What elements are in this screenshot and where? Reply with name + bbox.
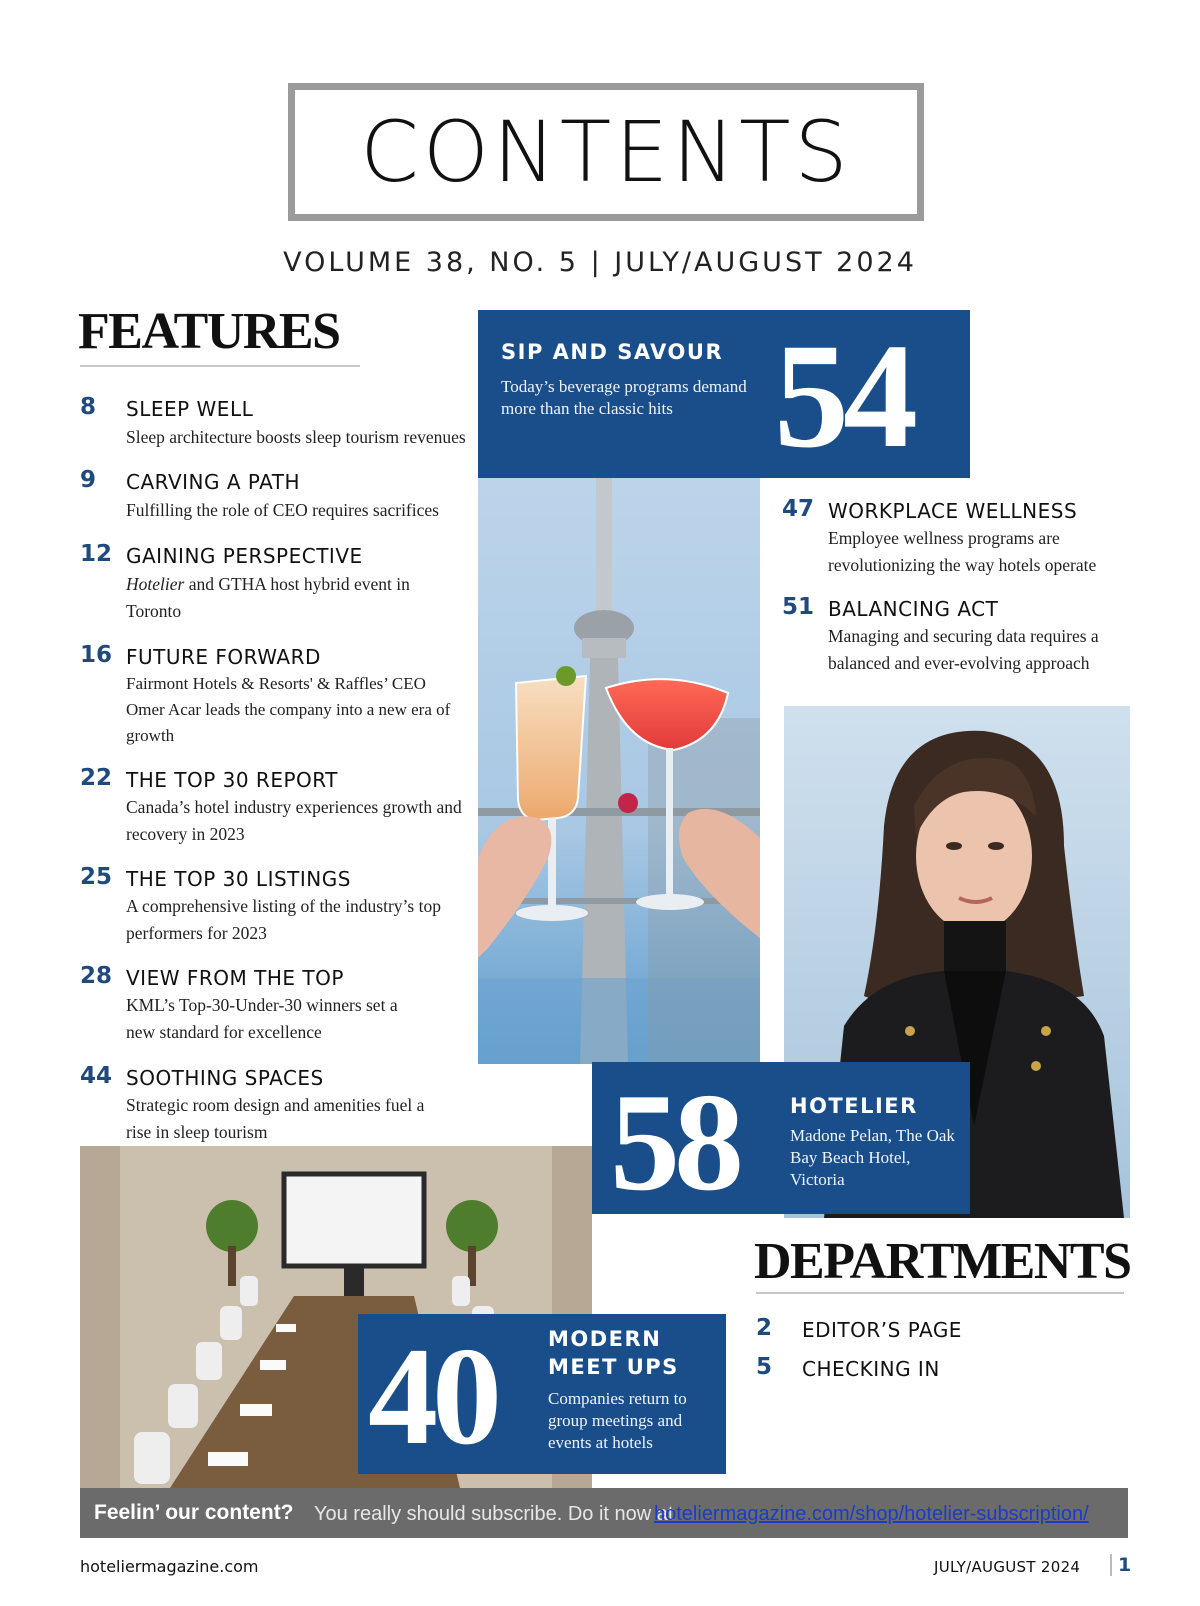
subscribe-text: You really should subscribe. Do it now at	[314, 1503, 674, 1525]
meetups-title-line1: MODERN	[548, 1327, 662, 1351]
toc-page-number: 25	[80, 864, 113, 890]
footer-site: hoteliermagazine.com	[80, 1557, 259, 1576]
toc-title: THE TOP 30 LISTINGS	[126, 867, 351, 891]
page-title: CONTENTS	[360, 103, 852, 201]
toc-title: FUTURE FORWARD	[126, 645, 321, 669]
toc-description: Canada’s hotel industry experiences growth and recovery in 2023	[126, 797, 462, 844]
toc-description: Fulfilling the role of CEO requires sacrifices	[126, 500, 439, 520]
meetups-desc: Companies return to group meetings and events at hotels	[548, 1389, 687, 1452]
sip-and-savour-desc: Today’s beverage programs demand more than the classic hits	[501, 377, 747, 418]
department-title: CHECKING IN	[802, 1357, 940, 1381]
cocktail-photo	[478, 478, 760, 1064]
toc-description: A comprehensive listing of the industry’s top performers for 2023	[126, 896, 441, 943]
toc-description: Employee wellness programs are revolutionizing the way hotels operate	[828, 528, 1097, 575]
features-rule	[80, 365, 360, 367]
toc-title: SOOTHING SPACES	[126, 1066, 324, 1090]
sip-and-savour-title: SIP AND SAVOUR	[501, 340, 724, 364]
department-title: EDITOR’S PAGE	[802, 1318, 962, 1342]
toc-page-number: 47	[782, 496, 815, 522]
toc-description: Fairmont Hotels & Resorts' & Raffles’ CEO Omer Acar leads the company into a new era of growth	[126, 674, 451, 745]
toc-description: KML’s Top-30-Under-30 winners set a new standard for excellence	[126, 995, 398, 1042]
meetups-page-number: 40	[368, 1319, 496, 1474]
toc-description	[126, 571, 436, 625]
footer-page-number: 1	[1118, 1554, 1132, 1576]
toc-page-number: 8	[80, 394, 97, 420]
toc-title: BALANCING ACT	[828, 597, 999, 621]
features-heading: FEATURES	[78, 303, 340, 360]
hotelier-page-number: 58	[610, 1065, 738, 1220]
department-page-number: 5	[756, 1354, 773, 1380]
toc-description: Managing and securing data requires a balanced and ever-evolving approach	[828, 626, 1099, 673]
meetups-title-line2: MEET UPS	[548, 1355, 679, 1379]
hotelier-title: HOTELIER	[790, 1094, 918, 1118]
toc-page-number: 44	[80, 1063, 113, 1089]
hotelier-desc: Madone Pelan, The Oak Bay Beach Hotel, Victoria	[790, 1126, 955, 1189]
toc-page-number: 9	[80, 467, 97, 493]
volume-line: VOLUME 38, NO. 5 | JULY/AUGUST 2024	[283, 247, 917, 278]
toc-title: WORKPLACE WELLNESS	[828, 499, 1078, 523]
toc-page-number: 28	[80, 963, 113, 989]
department-page-number: 2	[756, 1315, 773, 1341]
toc-title: THE TOP 30 REPORT	[126, 768, 338, 792]
toc-page-number: 51	[782, 594, 815, 620]
subscribe-lead: Feelin’ our content?	[94, 1501, 294, 1524]
subscribe-link[interactable]: hoteliermagazine.com/shop/hotelier-subscription/	[654, 1503, 1089, 1525]
toc-title: CARVING A PATH	[126, 470, 301, 494]
toc-title: GAINING PERSPECTIVE	[126, 544, 363, 568]
departments-rule	[756, 1292, 1124, 1294]
toc-page-number: 22	[80, 765, 113, 791]
toc-description: Sleep architecture boosts sleep tourism revenues	[126, 427, 466, 447]
toc-page-number: 16	[80, 642, 113, 668]
footer-issue-date: JULY/AUGUST 2024	[934, 1558, 1081, 1576]
cocktail-illustration	[478, 478, 760, 1064]
toc-description-italic: Hotelier	[126, 574, 185, 594]
departments-heading: DEPARTMENTS	[754, 1233, 1131, 1290]
toc-description-rest: and GTHA host hybrid event in Toronto	[126, 574, 410, 621]
toc-description: Strategic room design and amenities fuel a rise in sleep tourism	[126, 1095, 425, 1142]
toc-page-number: 12	[80, 541, 113, 567]
footer-separator	[1110, 1554, 1112, 1576]
toc-title: VIEW FROM THE TOP	[126, 966, 344, 990]
sip-and-savour-page-number: 54	[774, 313, 912, 479]
toc-title: SLEEP WELL	[126, 397, 254, 421]
